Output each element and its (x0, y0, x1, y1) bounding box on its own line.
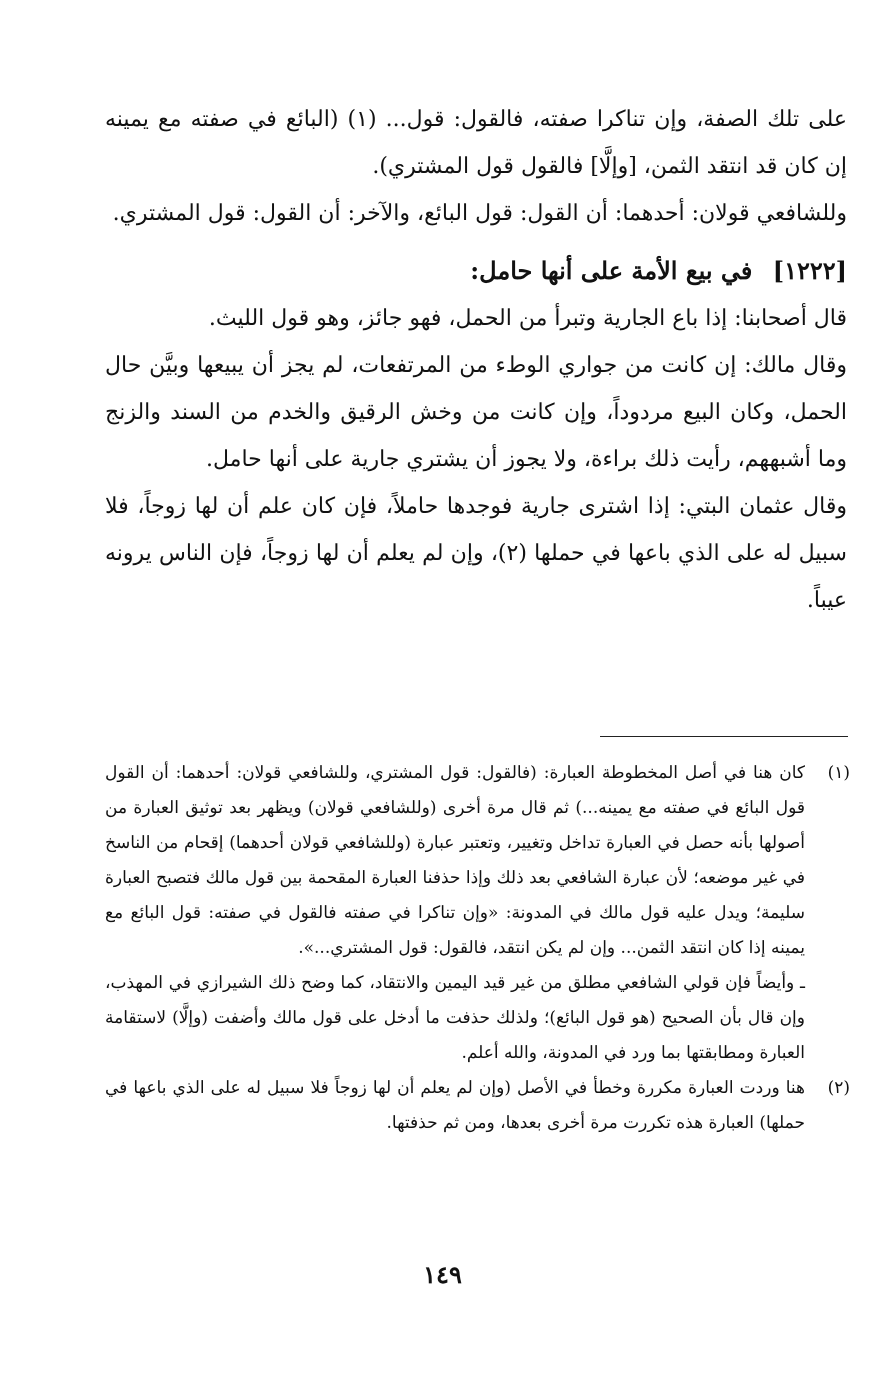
footnote-2-text: هنا وردت العبارة مكررة وخطأ في الأصل (وإن لم يعلم أن لها زوجاً فلا سبيل له على الذي باعها في حملها) العبارة هذه تكررت مرة أخرى بعدها، ومن ثم حذفتها. (105, 1078, 805, 1133)
paragraph-3: قال أصحابنا: إذا باع الجارية وتبرأ من الحمل، فهو جائز، وهو قول الليث. (208, 306, 847, 331)
paragraph-2: وللشافعي قولان: أحدهما: أن القول: قول البائع، والآخر: أن القول: قول المشتري. (112, 201, 847, 226)
main-text (105, 96, 847, 624)
paragraph-1: على تلك الصفة، وإن تناكرا صفته، فالقول: قول... (١) (البائع في صفته مع يمينه إن كان قد انتقد الثمن، [وإلَّا] فالقول قول المشتري). (105, 107, 848, 179)
footnote-1-number: (١) (827, 763, 850, 783)
footnote-1-text: كان هنا في أصل المخطوطة العبارة: (فالقول: قول المشتري، وللشافعي قولان: أحدهما: أن القول قول البائع في صفته مع يمينه...) ثم قال مرة أخرى (وللشافعي قولان) ويظهر بعد توثيق العبارة من أصولها بأنه حصل في العبارة تداخل وتغيير، وتعتبر عبارة (وللشافعي قولان أحدهما) إقحام من الناسخ في غير موضعه؛ لأن عبارة الشافعي بعد ذلك وإذا حذفنا العبارة المقحمة بين قول مالك فتصبح العبارة سليمة؛ ويدل عليه قول مالك في المدونة: «وإن تناكرا في صفته فالقول في صفته: قول البائع مع يمينه إذا كان انتقد الثمن... وإن لم يكن انتقد، فالقول: قول المشتري...». (105, 763, 805, 958)
section-title-text: في بيع الأمة على أنها حامل: (470, 256, 753, 285)
section-heading (105, 247, 847, 295)
footnote-2 (105, 1071, 850, 1141)
footnote-2-number: (٢) (827, 1078, 850, 1098)
page-number: ١٤٩ (423, 1260, 462, 1289)
footnotes (105, 756, 850, 1141)
footnote-separator (600, 736, 848, 737)
paragraph-5: وقال عثمان البتي: إذا اشترى جارية فوجدها حاملاً، فإن كان علم أن لها زوجاً، فلا سبيل له على الذي باعها في حملها (٢)، وإن لم يعلم أن لها زوجاً، فإن الناس يرونه عيباً. (105, 494, 847, 613)
paragraph-4: وقال مالك: إن كانت من جواري الوطء من المرتفعات، لم يجز أن يبيعها وبيَّن حال الحمل، وكان البيع مردوداً، وإن كانت من وخش الرقيق والخدم من السند والزنج وما أشبههم، رأيت ذلك براءة، ولا يجوز أن يشتري جارية على أنها حامل. (105, 353, 847, 472)
section-number: [١٢٢٢] (772, 256, 847, 285)
footnote-1-continuation: ـ وأيضاً فإن قولي الشافعي مطلق من غير قيد اليمين والانتقاد، كما وضح ذلك الشيرازي في المهذب، وإن قال بأن الصحيح (هو قول البائع)؛ ولذلك حذفت ما أدخل على قول مالك وأضفت (وإلَّا) لاستقامة العبارة ومطابقتها بما ورد في المدونة، والله أعلم. (105, 973, 805, 1063)
footnote-1 (105, 756, 850, 966)
